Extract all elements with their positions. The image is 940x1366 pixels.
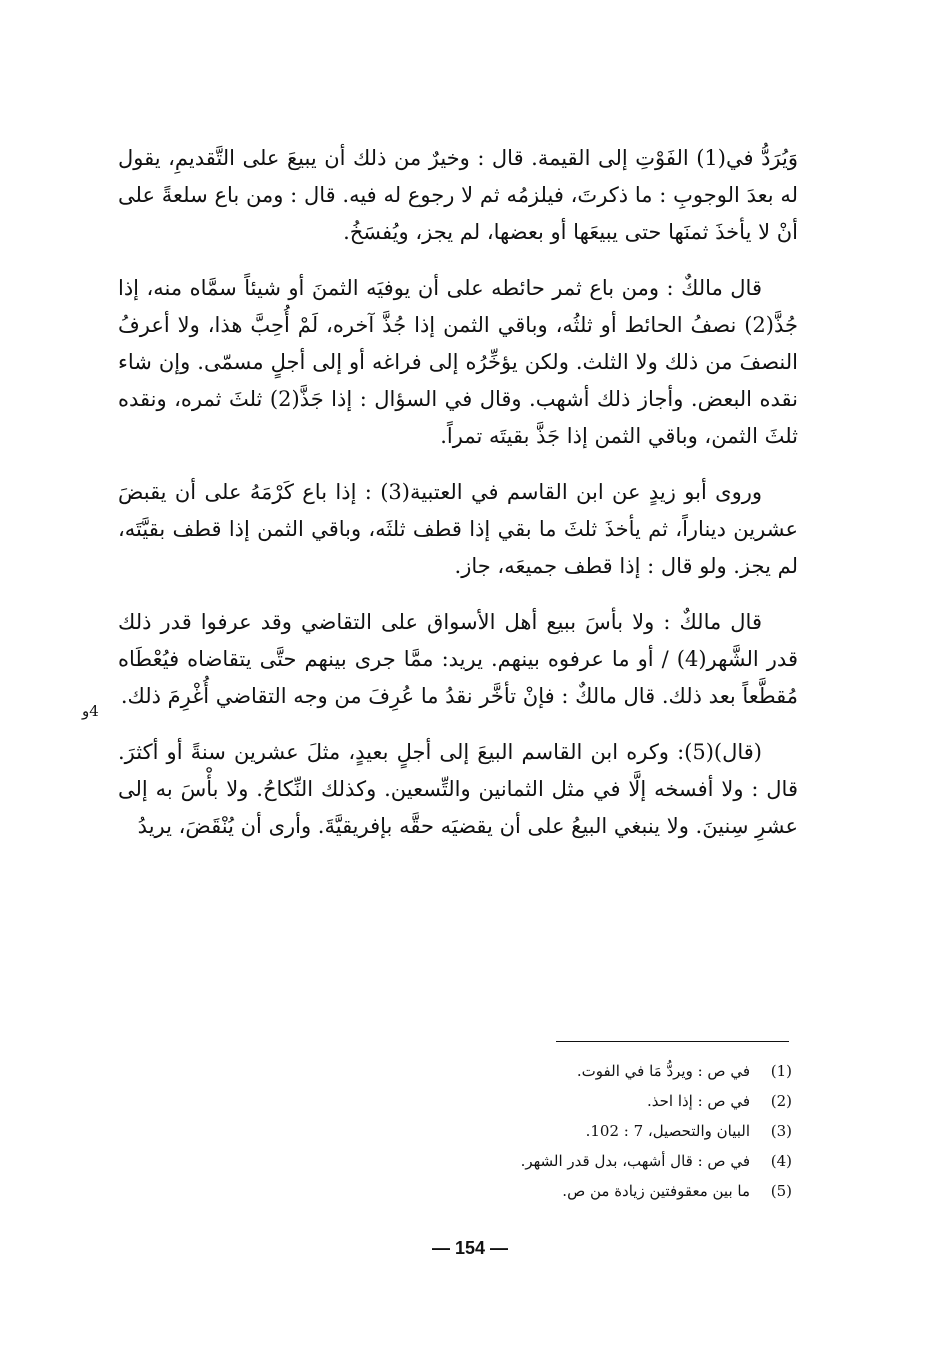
paragraph: قال مالكٌ : ولا بأسَ ببيع أهل الأسواق على التقاضي وقد عرفوا قدر ذلك قدر الشَّهر(4) / أو ما عرفوه بينهم. يريد: ممَّا جرى بينهم حتَّى يتقاضاه فيُعْطَاه مُقطَّعاً بعد ذلك. قال مالكٌ : فإنْ تأخَّر نقدُ ما عُرِفَ من وجه التقاضي أُغْرِمَ ذلك.: [118, 610, 798, 708]
footnote-item: [400, 1146, 792, 1176]
footnote-text: في ص : إذا احذ.: [646, 1092, 750, 1110]
footnote-item: [400, 1056, 792, 1086]
footnote-number: (1): [770, 1062, 792, 1080]
footnotes: [400, 1056, 792, 1206]
footnote-number: (4): [770, 1152, 792, 1170]
footnote-item: [400, 1176, 792, 1206]
marginal-folio-note: 4و: [82, 702, 99, 720]
paragraph: (قال)(5): وكره ابن القاسم البيعَ إلى أجلٍ بعيدٍ، مثلَ عشرين سنةً أو أكثرَ. قال : ولا أفسخه إلَّا في مثل الثمانين والتِّسعين. وكذلك النِّكاحُ. ولا بأْسَ به إلى عشرِ سِنينَ. ولا ينبغي البيعُ على أن يقضيَه حقَّه بإفريقيَّةَ. وأرى أن يُنْقَضَ، يريدُ: [118, 740, 798, 838]
page-number: — 154 —: [431, 1238, 509, 1258]
footnote-text: ما بين معقوفتين زيادة من ص.: [562, 1182, 750, 1200]
footnote-item: [400, 1086, 792, 1116]
footnote-number: (3): [770, 1122, 792, 1140]
paragraph: وَيُرَدُّ في(1) الفَوْتِ إلى القيمة. قال : وخيرٌ من ذلك أن يبيعَ على التَّقديمِ، يقول له بعدَ الوجوبِ : ما ذكرتَ، فيلزمُه ثم لا رجوع له فيه. قال : ومن باع سلعةً على أنْ لا يأخذَ ثمنَها حتى يبيعَها أو بعضها، لم يجز، ويُفسَخُ.: [118, 146, 798, 244]
footnote-number: (5): [770, 1182, 792, 1200]
footnote-text: في ص : قال أشهب، بدل قدر الشهر.: [520, 1152, 750, 1170]
footnote-number: (2): [770, 1092, 792, 1110]
footnote-separator: [556, 1041, 789, 1042]
footnote-text: البيان والتحصيل، 7 : 102.: [585, 1122, 750, 1140]
paragraph: قال مالكٌ : ومن باع ثمر حائطه على أن يوفيَه الثمنَ أو شيئاً سمَّاه منه، إذا جُذَّ(2) نصفُ الحائط أو ثلثُه، وباقي الثمن إذا جُذَّ آخره، لَمْ أُحِبَّ هذا، ولا أعرفُ النصفَ من ذلك ولا الثلث. ولكن يؤخِّرُه إلى فراغه أو إلى أجلٍ مسمّى. وإن شاء نقده البعض. وأجاز ذلك أشهب. وقال في السؤال : إذا جَذَّ(2) ثلثَ ثمره، ونقده ثلثَ الثمن، وباقي الثمن إذا جَذَّ بقيتَه تمراً.: [118, 276, 799, 448]
main-text-body: [118, 140, 798, 864]
footnote-item: [400, 1116, 792, 1146]
footnote-text: في ص : ويردُّ مَا في الفوت.: [576, 1062, 750, 1080]
paragraph: وروى أبو زيدٍ عن ابن القاسم في العتبية(3) : إذا باع كَرْمَهُ على أن يقبضَ عشرين ديناراً، ثم يأخذَ ثلثَ ما بقي إذا قطف ثلثَه، وباقي الثمن إذا قطف بقيَّتَه، لم يجز. ولو قال : إذا قطف جميعَه، جاز.: [118, 480, 798, 578]
